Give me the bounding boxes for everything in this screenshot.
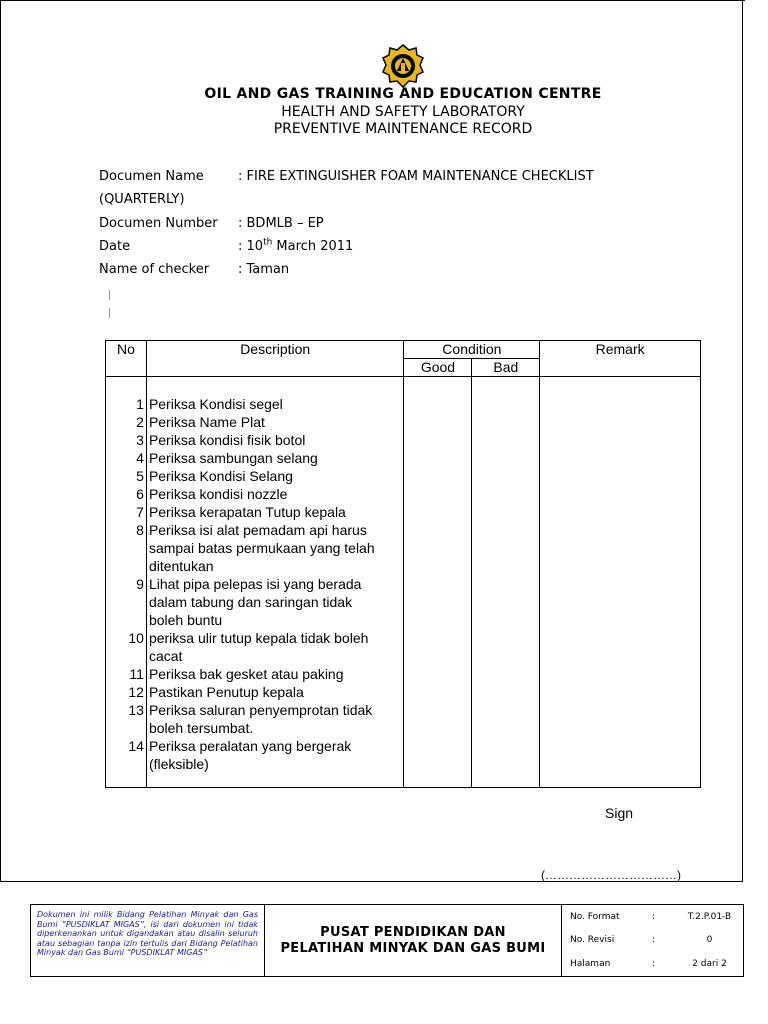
item-number-spacer [106,557,146,575]
item-number-spacer [106,539,146,557]
doc-name-continued: (QUARTERLY) [99,192,185,207]
item-description-line: Periksa Kondisi segel [148,396,283,412]
checker-value: : Taman [238,262,290,277]
no-cell [106,377,147,788]
item-number: 9 [136,576,144,592]
field-value: T.2.P.01-B [687,912,732,922]
checklist-table [105,340,701,788]
item-number: 12 [128,684,144,700]
checker-row [99,262,289,278]
field-label: No. Revisi [570,935,615,945]
field-sep: : [652,935,656,945]
footer-center-line2: PELATIHAN MINYAK DAN GAS BUMI [280,940,546,956]
field-label: No. Format [570,912,620,922]
field-sep: : [652,959,656,969]
item-number: 13 [128,702,144,718]
item-description-line: (fleksible) [148,756,209,772]
item-description-line: Periksa saluran penyemprotan tidak [148,702,373,718]
col-condition: Condition [404,341,540,359]
item-description-line: Periksa isi alat pemadam api harus [148,522,367,538]
item-number-spacer [106,755,146,773]
item-number-spacer [106,611,146,629]
item-number-spacer [106,647,146,665]
item-number: 8 [136,522,144,538]
paragraph-marker [109,290,110,300]
item-number: 7 [136,504,144,520]
description-cell [146,377,404,788]
org-title: OIL AND GAS TRAINING AND EDUCATION CENTRE [204,86,602,102]
record-title: PREVENTIVE MAINTENANCE RECORD [273,121,533,137]
col-bad: Bad [472,359,540,377]
date-prefix: : 10 [238,239,264,254]
table-header-row [106,341,701,359]
doc-name-value: : FIRE EXTINGUISHER FOAM MAINTENANCE CHECKLIST [238,169,594,184]
field-value: 2 dari 2 [692,959,727,969]
item-descriptions [147,377,404,773]
esdm-emblem-icon [381,44,425,88]
item-description-line: boleh tersumbat. [148,720,254,736]
item-description-line: Periksa kondisi nozzle [148,486,288,502]
doc-number-value: : BDMLB – EP [238,216,324,231]
item-number: 10 [128,630,144,646]
item-description-line: Pastikan Penutup kepala [148,684,304,700]
item-number: 3 [136,432,144,448]
item-numbers [106,377,146,773]
item-number: 14 [128,738,144,754]
item-number: 4 [136,450,144,466]
field-label: Halaman [570,959,611,969]
item-number-spacer [106,719,146,737]
doc-number-label: Documen Number [99,216,218,231]
item-description-line: Periksa sambungan selang [148,450,318,466]
item-description-line: sampai batas permukaan yang telah [148,540,375,556]
footer-center [265,905,562,976]
signature-line: (……………………………) [541,868,681,882]
checker-label: Name of checker [99,262,210,277]
item-description-line: ditentukan [148,558,214,574]
doc-name-row [99,169,594,185]
field-value: 0 [706,935,713,945]
item-number: 6 [136,486,144,502]
item-description-line: Periksa kondisi fisik botol [148,432,306,448]
sign-label: Sign [605,805,634,821]
doc-number-row [99,216,324,232]
footer-field [570,912,737,922]
item-number: 11 [129,666,144,682]
bad-cell[interactable] [472,377,540,788]
item-description-line: periksa ulir tutup kepala tidak boleh [148,630,369,646]
col-no: No [106,341,147,377]
remark-cell[interactable] [540,377,701,788]
item-description-line: Periksa Name Plat [148,414,265,430]
item-number: 5 [136,468,144,484]
item-description-line: dalam tabung dan saringan tidak [148,594,353,610]
item-number: 2 [136,414,144,430]
footer-field [570,935,737,945]
col-remark: Remark [540,341,701,377]
paragraph-marker [109,308,110,318]
doc-name-label: Documen Name [99,169,204,184]
date-suffix: March 2011 [272,239,354,254]
table-body-row [106,377,701,788]
document-footer [30,904,744,977]
item-description-line: cacat [148,648,183,664]
footer-disclaimer: Dokumen ini milik Bidang Pelatihan Minyak dan Gas Bumi “PUSDIKLAT MIGAS”, isi dari dokumen ini tidak diperkenankan untuk digandakan atau disalin seluruh atau sebagian tanpa izin tertulis dari Bidang Pelatihan Minyak dan Gas Bumi “PUSDIKLAT MIGAS” [31,905,265,976]
date-row [99,239,353,255]
item-number-spacer [106,593,146,611]
col-description: Description [146,341,404,377]
date-sup: th [263,237,273,248]
item-description-line: Periksa kerapatan Tutup kepala [148,504,346,520]
footer-fields [562,905,743,976]
footer-center-line1: PUSAT PENDIDIKAN DAN [320,924,506,940]
item-description-line: Periksa peralatan yang bergerak [148,738,352,754]
item-description-line: Lihat pipa pelepas isi yang berada [148,576,362,592]
good-cell[interactable] [404,377,472,788]
item-description-line: boleh buntu [148,612,223,628]
field-sep: : [652,912,656,922]
col-good: Good [404,359,472,377]
item-number: 1 [136,396,144,412]
item-description-line: Periksa Kondisi Selang [148,468,293,484]
footer-field [570,959,737,969]
lab-title: HEALTH AND SAFETY LABORATORY [281,104,525,120]
date-label: Date [99,239,131,254]
item-description-line: Periksa bak gesket atau paking [148,666,344,682]
